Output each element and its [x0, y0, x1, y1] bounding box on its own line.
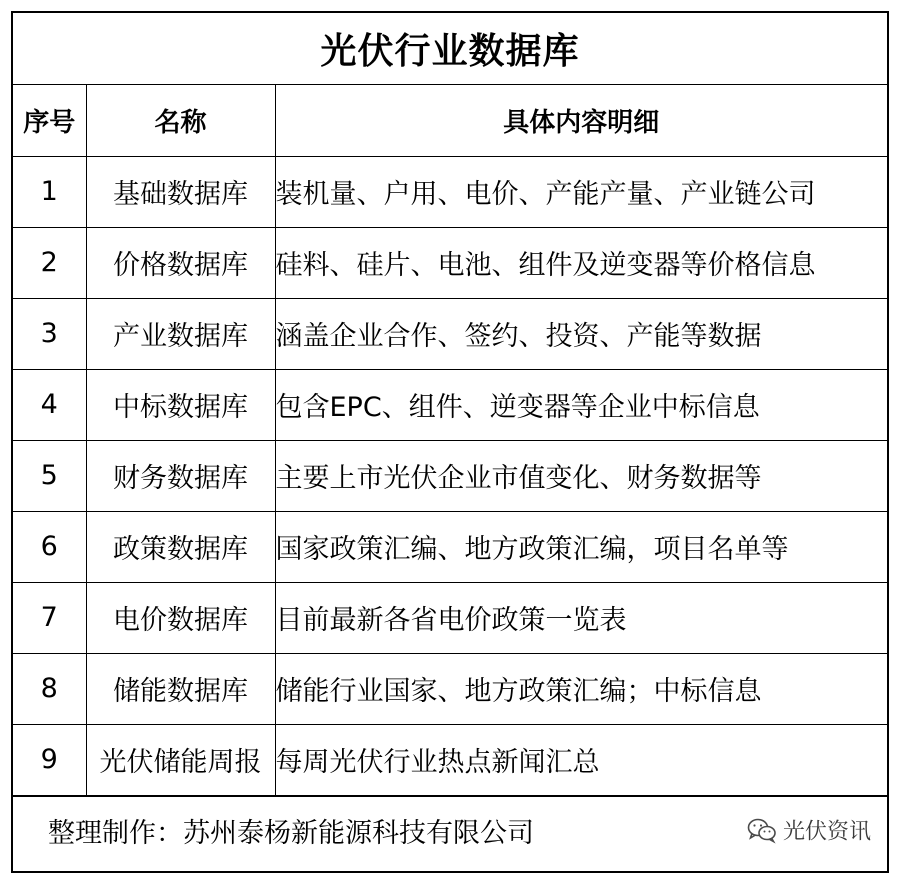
- header-name: 名称: [86, 85, 275, 156]
- row-detail: 储能行业国家、地方政策汇编；中标信息: [275, 653, 887, 724]
- header-index: 序号: [13, 85, 86, 156]
- table-row: [13, 511, 887, 582]
- row-detail: 装机量、户用、电价、产能产量、产业链公司: [275, 156, 887, 227]
- row-detail: 国家政策汇编、地方政策汇编，项目名单等: [275, 511, 887, 582]
- table-row: [13, 369, 887, 440]
- table-row: [13, 156, 887, 227]
- row-name: 光伏储能周报: [86, 724, 275, 795]
- row-name: 价格数据库: [86, 227, 275, 298]
- database-table: [13, 85, 887, 796]
- table-row: [13, 724, 887, 795]
- row-index: 9: [13, 724, 86, 795]
- row-name: 中标数据库: [86, 369, 275, 440]
- table-header-row: [13, 85, 887, 156]
- footer-maker-text: 整理制作：苏州泰杨新能源科技有限公司: [48, 817, 534, 849]
- row-index: 2: [13, 227, 86, 298]
- row-detail: 涵盖企业合作、签约、投资、产能等数据: [275, 298, 887, 369]
- table-row: [13, 227, 887, 298]
- table-row: [13, 582, 887, 653]
- table-row: [13, 298, 887, 369]
- row-detail: 硅料、硅片、电池、组件及逆变器等价格信息: [275, 227, 887, 298]
- page-title: 光伏行业数据库: [13, 13, 887, 85]
- row-name: 政策数据库: [86, 511, 275, 582]
- row-index: 6: [13, 511, 86, 582]
- row-name: 财务数据库: [86, 440, 275, 511]
- row-name: 产业数据库: [86, 298, 275, 369]
- row-index: 1: [13, 156, 86, 227]
- watermark-text: 光伏资讯: [782, 819, 871, 845]
- table-row: [13, 440, 887, 511]
- row-index: 4: [13, 369, 86, 440]
- watermark: [747, 815, 871, 846]
- row-detail: 每周光伏行业热点新闻汇总: [275, 724, 887, 795]
- wechat-icon: [747, 817, 777, 843]
- database-table-sheet: [11, 11, 889, 873]
- row-detail: 目前最新各省电价政策一览表: [275, 582, 887, 653]
- row-index: 3: [13, 298, 86, 369]
- footer: [13, 796, 887, 864]
- row-name: 电价数据库: [86, 582, 275, 653]
- header-detail: 具体内容明细: [275, 85, 887, 156]
- row-name: 基础数据库: [86, 156, 275, 227]
- row-detail: 主要上市光伏企业市值变化、财务数据等: [275, 440, 887, 511]
- row-index: 7: [13, 582, 86, 653]
- row-index: 8: [13, 653, 86, 724]
- row-detail: 包含EPC、组件、逆变器等企业中标信息: [275, 369, 887, 440]
- row-name: 储能数据库: [86, 653, 275, 724]
- row-index: 5: [13, 440, 86, 511]
- table-row: [13, 653, 887, 724]
